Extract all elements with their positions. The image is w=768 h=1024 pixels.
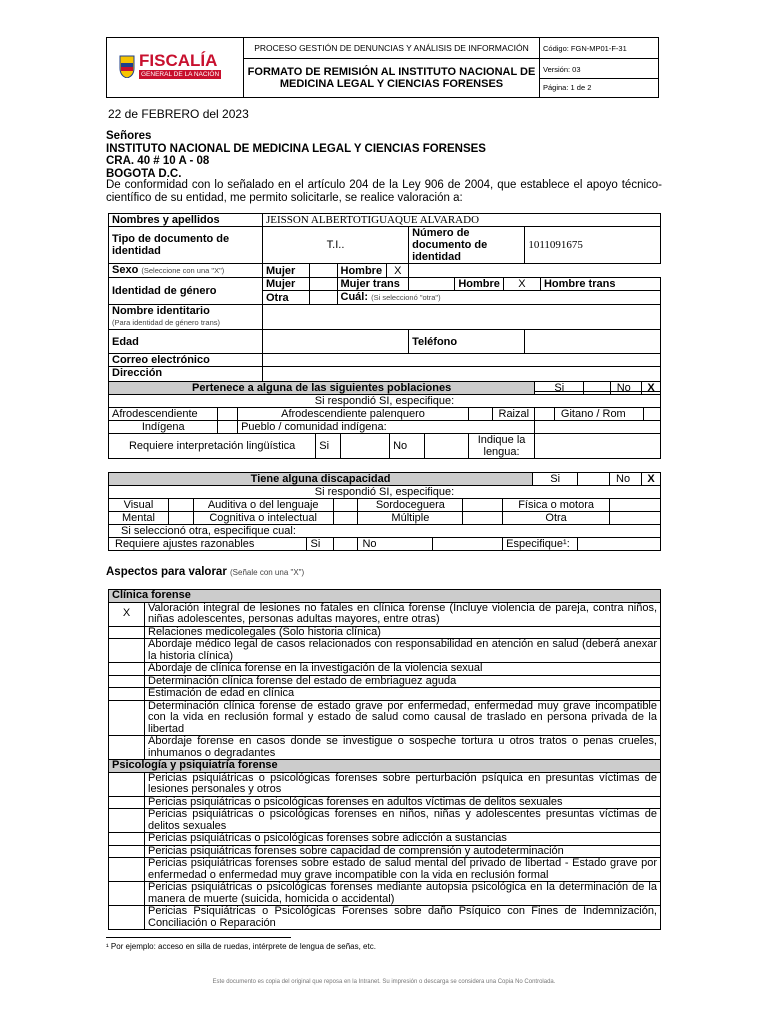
clinica-item-checkbox[interactable] [109, 639, 145, 663]
dis-otra-checkbox[interactable] [610, 512, 661, 525]
dis-especifique-label: Especifique¹: [503, 538, 578, 551]
aspects-table [108, 589, 661, 930]
gender-hombre-checkbox[interactable]: X [503, 278, 540, 291]
disability-si-checkbox[interactable] [578, 473, 610, 486]
disability-si-label: Si [533, 473, 578, 486]
psico-item-description: Pericias psiquiátricas forenses sobre capacidad de comprensión y autodeterminación [145, 845, 661, 858]
name-label: Nombres y apellidos [109, 214, 263, 227]
gender-hombre-trans-label: Hombre trans [540, 278, 660, 291]
doc-version: Versión: 03 [540, 61, 658, 79]
dis-visual-checkbox[interactable] [168, 499, 193, 512]
gender-mujer-trans-checkbox[interactable] [409, 278, 455, 291]
table-row [109, 772, 661, 796]
sex-hint: (Seleccione con una "X") [141, 266, 225, 275]
psico-item-description: Pericias psiquiátricas o psicológicas forenses mediante autopsia psicológica en la determinación de la manera de muerte (suicida, homicida o accidental) [145, 882, 661, 906]
table-row [109, 626, 661, 639]
sex-hombre-label: Hombre [337, 264, 387, 278]
gender-mujer-label: Mujer [262, 278, 309, 291]
dis-multiple-checkbox[interactable] [463, 512, 503, 525]
dis-fisica-checkbox[interactable] [610, 499, 661, 512]
intro-paragraph: De conformidad con lo señalado en el artículo 204 de la Ley 906 de 2004, que establece el apoyo técnico-científico de su entidad, me permito solicitarle, se realice valoración a: [106, 179, 662, 204]
psico-item-description: Pericias psiquiátricas o psicológicas forenses sobre perturbación psíquica en presuntas víctimas de lesiones personales y otros [145, 772, 661, 796]
populations-si-label: Si [535, 382, 584, 395]
clinica-item-checkbox[interactable] [109, 626, 145, 639]
clinica-item-description: Abordaje médico legal de casos relacionados con responsabilidad en atención en salud (deberá anexar la historia clínica) [145, 639, 661, 663]
dis-fisica-label: Física o motora [503, 499, 610, 512]
populations-si-checkbox[interactable] [584, 382, 610, 395]
pop-lengua-label: Indique la lengua: [468, 434, 534, 459]
aspects-title: Aspectos para valorar [106, 566, 227, 578]
disability-specify: Si respondió SI, especifique: [109, 486, 661, 499]
dis-mental-label: Mental [109, 512, 169, 525]
clinica-item-description: Abordaje forense en casos donde se investigue o sospeche tortura u otros tratos o penas crueles, inhumanos o degradantes [145, 736, 661, 760]
sex-hombre-checkbox[interactable]: X [387, 264, 409, 278]
gender-hombre-label: Hombre [455, 278, 504, 291]
process-name: PROCESO GESTIÓN DE DENUNCIAS Y ANÁLISIS DE INFORMACIÓN [244, 38, 540, 59]
psico-item-description: Pericias psiquiátricas forenses sobre estado de salud mental del privado de libertad - Estado grave por enfermedad o enfermedad muy grave incompatible con la vida en reclusión formal [145, 858, 661, 882]
pop-palenquero-label: Afrodescendiente palenquero [238, 408, 469, 421]
email-label: Correo electrónico [109, 354, 263, 367]
gender-mujer-trans-label: Mujer trans [337, 278, 409, 291]
clinica-forense-header-label: Clínica forense [109, 590, 661, 603]
table-row [109, 736, 661, 760]
psico-item-description: Pericias psiquiátricas o psicológicas forenses en adultos víctimas de delitos sexuales [145, 796, 661, 809]
disability-table [108, 472, 661, 551]
dis-mental-checkbox[interactable] [168, 512, 193, 525]
psico-item-description: Pericias psiquiátricas o psicológicas forenses sobre adicción a sustancias [145, 833, 661, 846]
populations-question: Pertenece a alguna de las siguientes poblaciones [109, 382, 535, 395]
table-row [109, 639, 661, 663]
clinica-item-checkbox[interactable] [109, 700, 145, 736]
pop-gitano-label: Gitano / Rom [560, 408, 626, 420]
populations-table [108, 381, 661, 459]
disability-no-checkbox[interactable]: X [641, 473, 660, 485]
psico-item-checkbox[interactable] [109, 845, 145, 858]
pop-interp-label: Requiere interpretación lingüística [109, 434, 316, 459]
psico-item-checkbox[interactable] [109, 833, 145, 846]
dis-cognitiva-checkbox[interactable] [333, 512, 358, 525]
table-row [109, 663, 661, 676]
disability-no-label: No [616, 473, 631, 485]
clinica-item-description: Relaciones medicolegales (Solo historia clínica) [145, 626, 661, 639]
cual-hint: (Si seleccionó "otra") [371, 293, 441, 302]
pop-gitano-checkbox[interactable] [643, 408, 660, 420]
psico-item-checkbox[interactable] [109, 809, 145, 833]
dis-auditiva-label: Auditiva o del lenguaje [193, 499, 333, 512]
pop-palenquero-checkbox[interactable] [468, 408, 492, 421]
name-field[interactable]: JEISSON ALBERTOTIGUAQUE ALVARADO [262, 214, 660, 227]
logo-name: FISCALÍA [139, 51, 218, 70]
logo-cell [107, 38, 244, 98]
dis-especifique-field[interactable] [578, 538, 661, 551]
pop-interp-si-label: Si [316, 434, 341, 459]
pop-indigena-label: Indígena [109, 421, 218, 434]
phone-field[interactable] [525, 330, 661, 354]
pop-pueblo-label: Pueblo / comunidad indígena: [238, 421, 535, 434]
pop-afro-checkbox[interactable] [218, 408, 238, 421]
table-row [109, 833, 661, 846]
pop-raizal-checkbox[interactable] [535, 408, 555, 421]
dis-ajustes-si-label: Si [306, 538, 333, 550]
dis-sordoceguera-checkbox[interactable] [463, 499, 503, 512]
table-row [109, 602, 661, 626]
form-title: FORMATO DE REMISIÓN AL INSTITUTO NACIONAL DE MEDICINA LEGAL Y CIENCIAS FORENSES [244, 59, 540, 98]
institute-name: INSTITUTO NACIONAL DE MEDICINA LEGAL Y CIENCIAS FORENSES [106, 142, 486, 155]
pop-interp-si-checkbox[interactable] [341, 434, 390, 459]
disclaimer: Este documento es copia del original que reposa en la Intranet. Su impresión o descarga se considera una Copia No Controlada. [212, 979, 556, 985]
pop-interp-no-checkbox[interactable] [424, 434, 468, 459]
document-header [106, 37, 659, 98]
dis-otra-label: Otra [503, 512, 610, 525]
psico-item-checkbox[interactable] [109, 772, 145, 796]
psicologia-header [109, 760, 661, 773]
clinica-item-description: Estimación de edad en clínica [145, 688, 661, 701]
footnote: ¹ Por ejemplo: acceso en silla de ruedas, intérprete de lengua de señas, etc. [106, 942, 376, 951]
clinica-item-checkbox[interactable] [109, 663, 145, 676]
psico-item-checkbox[interactable] [109, 906, 145, 930]
pop-lengua-field[interactable] [535, 434, 661, 459]
clinica-item-checkbox[interactable] [109, 736, 145, 760]
pop-interp-no-label: No [390, 434, 425, 459]
aspects-hint: (Señale con una "X") [230, 568, 305, 577]
gender-otra-checkbox[interactable] [310, 291, 337, 305]
doc-type-label: Tipo de documento de identidad [109, 227, 263, 264]
disability-question: Tiene alguna discapacidad [109, 473, 533, 486]
table-row [109, 906, 661, 930]
dis-ajustes-no-checkbox[interactable] [433, 538, 503, 551]
doc-type-field[interactable]: T.I.. [262, 227, 408, 264]
psicologia-header-label: Psicología y psiquiatría forense [109, 760, 661, 773]
institute-city: BOGOTA D.C. [106, 167, 182, 180]
clinica-item-description: Determinación clínica forense de estado grave por enfermedad, enfermedad muy grave incompatible con la vida en reclusión formal y estado de salud como causal de traslado en persona privada de la libertad [145, 700, 661, 736]
sex-mujer-label: Mujer [262, 264, 309, 278]
logo-sub: GENERAL DE LA NACIÓN [141, 71, 220, 78]
identity-name-label: Nombre identitario [112, 305, 210, 317]
gender-mujer-checkbox[interactable] [310, 278, 337, 291]
cual-label: Cuál: [340, 291, 369, 303]
identity-name-field[interactable] [262, 305, 660, 330]
doc-number-label: Número de documento de identidad [409, 227, 525, 264]
populations-specify: Si respondió SI, especifique: [109, 395, 661, 408]
pop-pueblo-field[interactable] [535, 421, 661, 434]
table-row [109, 845, 661, 858]
dis-ajustes-si-checkbox[interactable] [333, 538, 358, 551]
phone-label: Teléfono [409, 330, 525, 354]
clinica-item-checkbox[interactable] [109, 688, 145, 701]
table-row [109, 700, 661, 736]
table-row [109, 882, 661, 906]
address-label: Dirección [112, 367, 163, 379]
clinica-item-description: Abordaje de clínica forense en la investigación de la violencia sexual [145, 663, 661, 676]
age-field[interactable] [262, 330, 408, 354]
table-row [109, 796, 661, 809]
table-row [109, 688, 661, 701]
clinica-item-description: Determinación clínica forense del estado de embriaguez aguda [145, 675, 661, 688]
colombia-emblem-icon [119, 54, 135, 78]
table-row [109, 809, 661, 833]
pop-indigena-checkbox[interactable] [218, 421, 238, 434]
gender-otra-label: Otra [262, 291, 309, 305]
identity-name-hint: (Para identidad de género trans) [112, 318, 220, 327]
dis-ajustes-label: Requiere ajustes razonables [115, 538, 255, 550]
dis-cognitiva-label: Cognitiva o intelectual [193, 512, 333, 525]
document-date: 22 de FEBRERO del 2023 [108, 107, 249, 121]
email-field[interactable] [262, 354, 660, 367]
table-row [109, 858, 661, 882]
dis-auditiva-checkbox[interactable] [333, 499, 358, 512]
clinica-item-description: Valoración integral de lesiones no fatales en clínica forense (Incluye violencia de pareja, contra niños, niñas adolescentes, personas adultas mayores, entre otras) [145, 602, 661, 626]
doc-code: Código: FGN-MP01-F-31 [540, 38, 659, 59]
dis-other-specify: Si seleccionó otra, especifique cual: [109, 525, 661, 538]
clinica-forense-header [109, 590, 661, 603]
footnote-divider [106, 937, 291, 938]
pop-afro-label: Afrodescendiente [109, 408, 218, 421]
clinica-item-checkbox[interactable] [109, 675, 145, 688]
pop-raizal-label: Raizal [493, 408, 535, 421]
dis-multiple-label: Múltiple [358, 512, 463, 525]
populations-no-checkbox[interactable]: X [641, 382, 660, 394]
psico-item-description: Pericias psiquiátricas o psicológicas forenses en niños, niñas y adolescentes presuntas víctimas de delitos sexuales [145, 809, 661, 833]
salutation: Señores [106, 130, 152, 142]
doc-number-field[interactable]: 1011091675 [525, 227, 661, 264]
dis-sordoceguera-label: Sordoceguera [358, 499, 463, 512]
populations-no-label: No [616, 382, 631, 394]
table-row [109, 675, 661, 688]
institute-street: CRA. 40 # 10 A - 08 [106, 155, 210, 167]
dis-visual-label: Visual [109, 499, 169, 512]
doc-page: Página: 1 de 2 [543, 82, 592, 92]
psico-item-checkbox[interactable] [109, 882, 145, 906]
clinica-item-checkbox[interactable]: X [109, 602, 145, 626]
gender-label: Identidad de género [109, 278, 263, 305]
sex-label: Sexo [112, 264, 139, 276]
dis-ajustes-no-label: No [362, 538, 377, 550]
psico-item-checkbox[interactable] [109, 796, 145, 809]
age-label: Edad [109, 330, 263, 354]
sex-mujer-checkbox[interactable] [310, 264, 337, 278]
person-data-table [108, 213, 661, 392]
psico-item-description: Pericias Psiquiátricas o Psicológicas Forenses sobre daño Psíquico con Fines de Indemnización, Conciliación o Reparación [145, 906, 661, 930]
psico-item-checkbox[interactable] [109, 858, 145, 882]
